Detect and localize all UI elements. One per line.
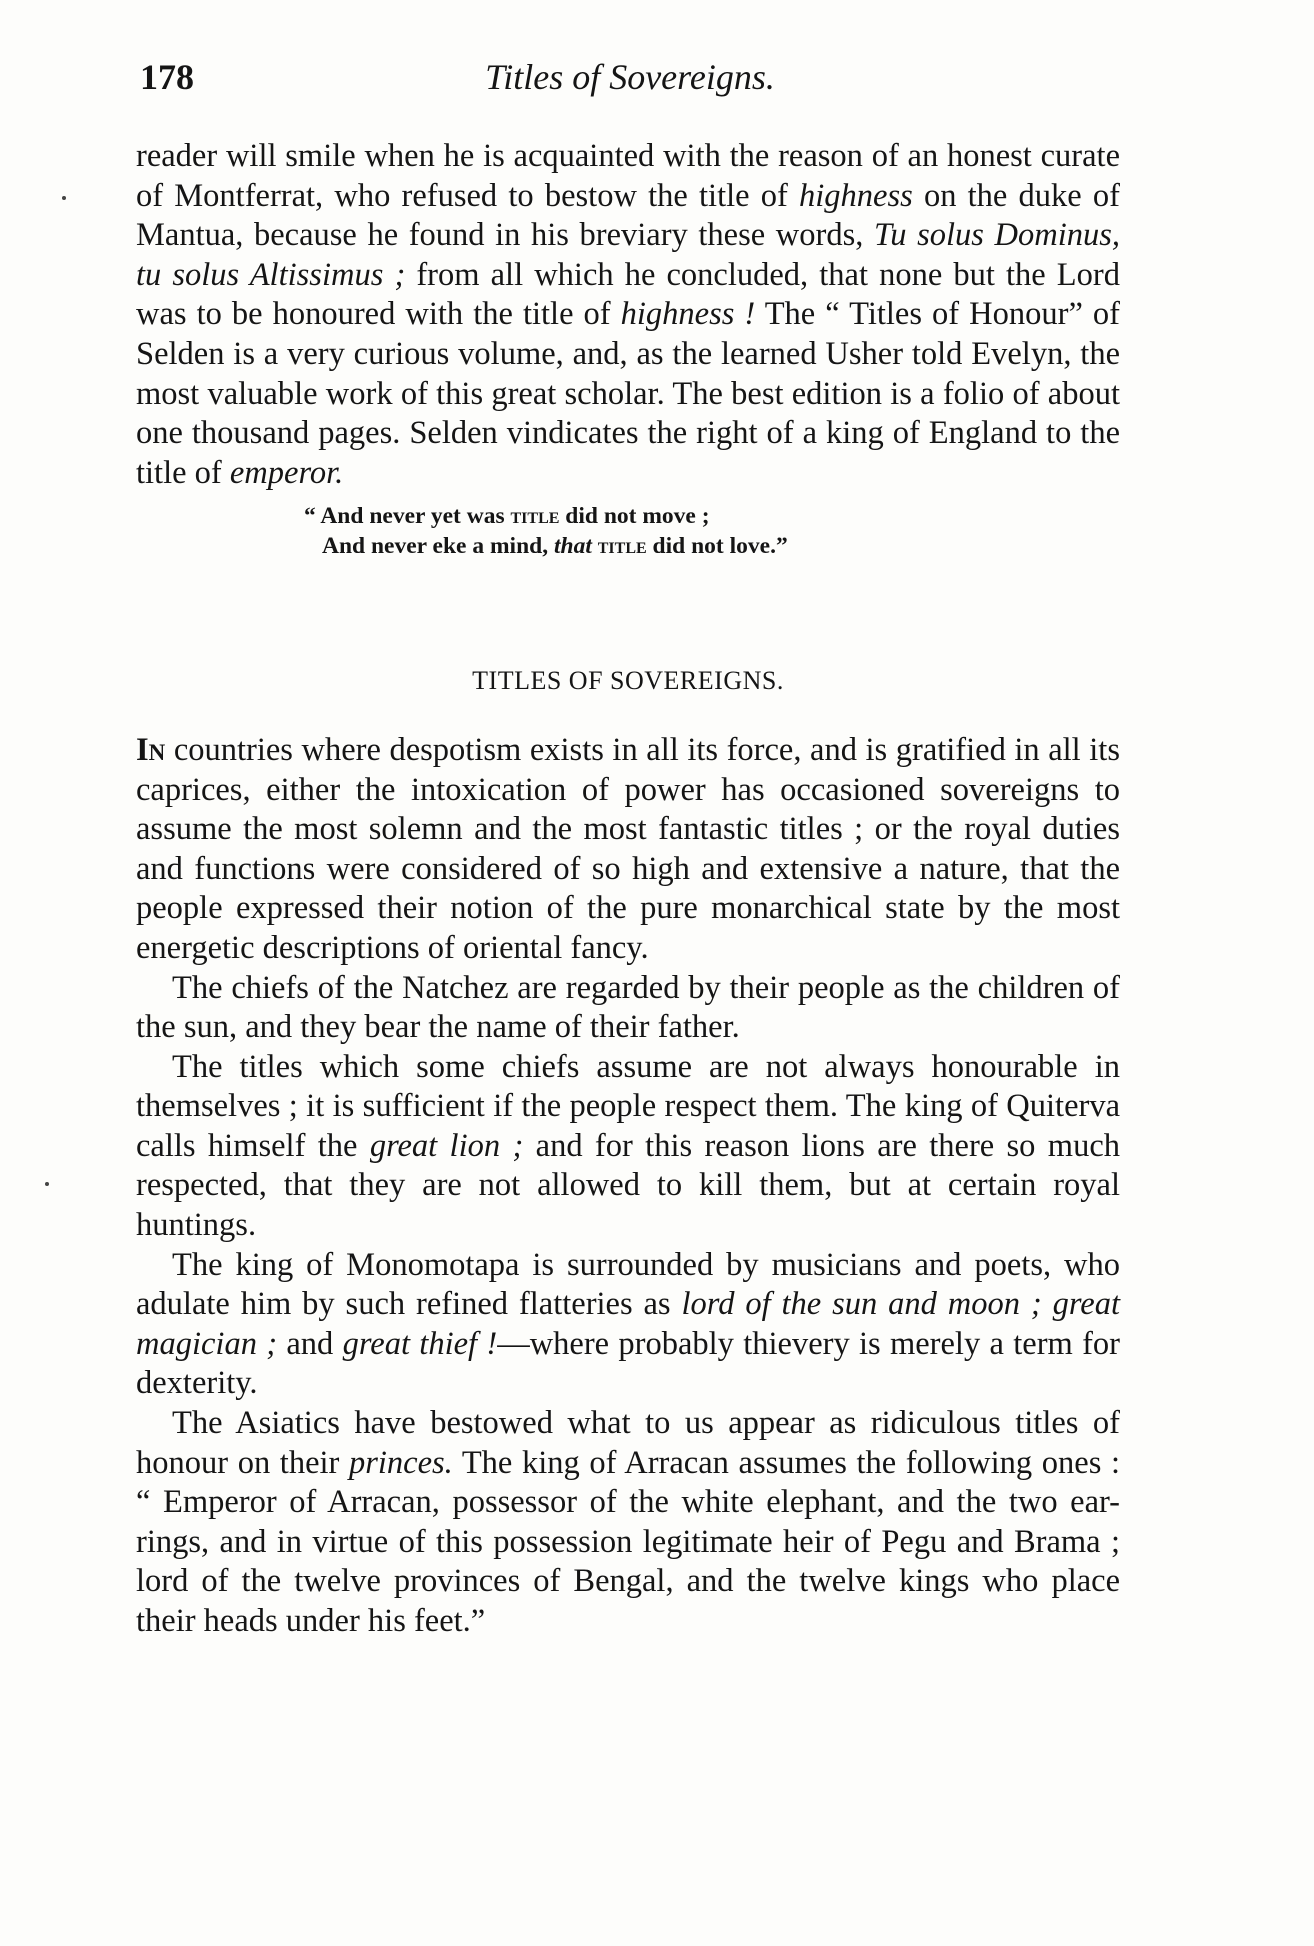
lead-word: In <box>136 731 166 768</box>
text-run: and <box>277 1325 343 1362</box>
paragraph <box>136 1246 1120 1404</box>
body-text <box>136 137 1120 1642</box>
italic-run: princes. <box>348 1444 453 1481</box>
text-run: The titles which some chiefs assume are not always honourable in themselves ; it is sufficient if the people respect them. The king of Quiterva calls himself the <box>136 1048 1120 1164</box>
verse-italic: that <box>553 533 592 560</box>
italic-run: highness <box>799 177 913 214</box>
text-run: from all which he concluded, that none but the Lord was to be honoured with the title of <box>136 256 1120 333</box>
verse-couplet <box>136 501 1120 561</box>
verse-line <box>304 501 1120 531</box>
verse-text: did not love.” <box>646 533 788 560</box>
verse-smallcaps: title <box>510 503 560 530</box>
verse-text: did not move ; <box>559 503 710 530</box>
text-run: The Asiatics have bestowed what to us appear as ridiculous titles of honour on their <box>136 1405 1120 1481</box>
text-run: on the duke of Mantua, because he found in his breviary these words, <box>136 177 1120 254</box>
text-run: The king of Arracan assumes the following ones : “ Emperor of Arracan, possessor of the white elephant, and the two ear-rings, and in virtue of this possession legitimate heir of Pegu and Brama ; lord of the twelve provinces of Bengal, and the twelve kings who place their heads under his feet.” <box>136 1444 1120 1639</box>
verse-text: “ And never yet was <box>304 503 511 530</box>
text-run: The king of Monomotapa is surrounded by musicians and poets, who adulate him by such refined flatteries as <box>136 1246 1120 1323</box>
italic-run: emperor. <box>229 454 344 491</box>
text-run: and for this reason lions are there so much respected, that they are not allowed to kill them, but at certain royal huntings. <box>136 1127 1120 1244</box>
italic-run: highness ! <box>620 296 756 333</box>
verse-line <box>304 531 1120 561</box>
verse-text: And never eke a mind, <box>322 533 554 560</box>
section-title: TITLES OF SOVEREIGNS. <box>472 666 784 696</box>
italic-run: lord of the sun and moon ; great magician ; <box>136 1286 1120 1362</box>
margin-dot <box>45 1182 49 1186</box>
paragraph <box>136 1404 1120 1642</box>
margin-dot <box>62 196 66 200</box>
italic-run: great lion ; <box>369 1127 524 1164</box>
running-head <box>140 56 1120 100</box>
running-title: Titles of Sovereigns. <box>485 57 775 97</box>
verse-smallcaps: title <box>597 533 647 560</box>
text-run: reader will smile when he is acquainted with the reason of an honest curate of Montferrat, who refused to bestow the title of <box>136 138 1120 214</box>
paragraph-opening <box>136 731 1120 969</box>
text-run: —where probably thievery is merely a term for dexterity. <box>136 1325 1120 1402</box>
paragraph: The chiefs of the Natchez are regarded by their people as the children of the sun, and they bear the name of their father. <box>136 969 1120 1046</box>
paragraph <box>136 1048 1120 1246</box>
italic-run: great thief ! <box>342 1325 498 1362</box>
italic-run: Tu solus Dominus, tu solus Altissimus ; <box>136 217 1120 293</box>
text-run: countries where despotism exists in all its force, and is gratified in all its caprices, either the intoxication of power has occasioned sovereigns to assume the most solemn and the most fantastic titles ; or the royal duties and functions were considered of so high and extensive a nature, that the people expressed their notion of the pure monarchical state by the most energetic descriptions of oriental fancy. <box>136 731 1120 966</box>
text-run: The “ Titles of Honour” of Selden is a very curious volume, and, as the learned Usher told Evelyn, the most valuable work of this great scholar. The best edition is a folio of about one thousand pages. Selden vindicates the right of a king of England to the title of <box>136 296 1120 491</box>
paragraph-continued <box>136 137 1120 493</box>
page-number: 178 <box>140 57 194 97</box>
